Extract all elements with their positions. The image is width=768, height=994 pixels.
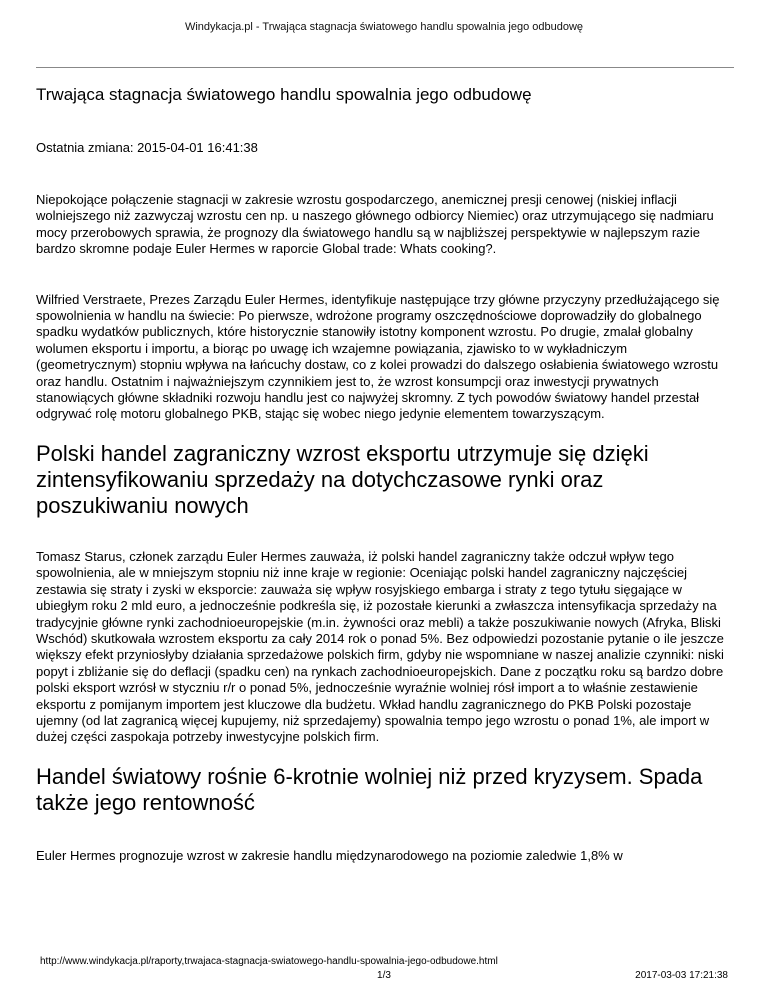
section-heading: Handel światowy rośnie 6-krotnie wolniej niż przed kryzysem. Spada także jego rentowność [36, 763, 703, 815]
article-title: Trwająca stagnacja światowego handlu spowalnia jego odbudowę [36, 85, 532, 104]
page-number: 1/3 [377, 970, 391, 981]
paragraph: Tomasz Starus, członek zarządu Euler Hermes zauważa, iż polski handel zagraniczny także odczuł wpływ tego spowolnienia, ale w mniejszym stopniu niż inne kraje w regionie: Oceniając polski handel zagraniczny najczęściej zestawia się straty i zyski w eksporcie: zauważa się wpływ rosyjskiego embarga i straty z tego tytułu sięgające w ubiegłym roku 2 mld euro, a jednocześnie podkreśla się, iż pozostałe kierunki a zwłaszcza intensyfikacja sprzedaży na tradycyjnie główne rynki zachodnioeuropejskie (m.in. żywności oraz mebli) a także poszukiwanie nowych (Afryka, Bliski Wschód) skutkowała wzrostem eksportu za cały 2014 rok o ponad 5%. Bez odpowiedzi pozostanie pytanie o ile jeszcze większy efekt przyniosłyby działania sprzedażowe polskich firm, gdyby nie wspomniane w naszej analizie czynniki: niski popyt i zbliżanie się do deflacji (spadku cen) na rynkach zachodnioeuropejskich. Dane z początku roku są bardzo dobre polski eksport wzrósł w styczniu r/r o ponad 5%, jednocześnie wyraźnie wolniej rósł import a to właśnie zestawienie eksportu z pomijanym importem jest kluczowe dla budżetu. Wkład handlu zagranicznego do PKB Polski pozostaje ujemny (od lat zagranicą więcej kupujemy, niż sprzedajemy) spowalnia tempo jego wzrostu o ponad 1%, ale import w dużej części zaspokaja potrzeby inwestycyjne polskich firm. [36, 548, 724, 745]
header-divider [36, 67, 734, 68]
paragraph: Wilfried Verstraete, Prezes Zarządu Euler Hermes, identyfikuje następujące trzy główne przyczyny przedłużającego się spowolnienia w handlu na świecie: Po pierwsze, wdrożone programy oszczędnościowe doprowadziły do globalnego spadku wydatków publicznych, które historycznie stanowiły istotny komponent wzrostu. Po drugie, zmalał globalny wolumen eksportu i importu, a biorąc po uwagę ich wzajemne powiązania, zjawisko to w wykładniczym (geometrycznym) stopniu wpływa na łańcuchy dostaw, co z kolei prowadzi do dalszego osłabienia światowego wzrostu oraz handlu. Ostatnim i najważniejszym czynnikiem jest to, że wzrost konsumpcji oraz inwestycji prywatnych stanowiących główne składniki rozwoju handlu jest co najwyżej skromny. Z tych powodów światowy handel przestał odgrywać rolę motoru globalnego PKB, stając się wobec niego jedynie elementem towarzyszącym. [36, 291, 720, 422]
running-header: Windykacja.pl - Trwająca stagnacja światowego handlu spowalnia jego odbudowę [184, 21, 584, 33]
print-date: 2017-03-03 17:21:38 [635, 970, 728, 981]
last-modified: Ostatnia zmiana: 2015-04-01 16:41:38 [36, 140, 258, 155]
article-body [36, 84, 728, 864]
footer-url: http://www.windykacja.pl/raporty,trwajaca-stagnacja-swiatowego-handlu-spowalnia-jego-odbudowe.html [40, 956, 498, 967]
paragraph: Niepokojące połączenie stagnacji w zakresie wzrostu gospodarczego, anemicznej presji cenowej (niskiej inflacji wolniejszego niż zazwyczaj wzrostu cen np. u naszego głównego odbiorcy Niemiec) oraz utrzymującego się nadmiaru mocy przerobowych sprawia, że prognozy dla światowego handlu są w najbliższej perspektywie w najlepszym razie bardzo skromne podaje Euler Hermes w raporcie Global trade: Whats cooking?. [36, 192, 714, 257]
section-heading: Polski handel zagraniczny wzrost eksportu utrzymuje się dzięki zintensyfikowaniu sprzedaży na dotychczasowe rynki oraz poszukiwaniu nowych [36, 440, 649, 518]
paragraph: Euler Hermes prognozuje wzrost w zakresie handlu międzynarodowego na poziomie zaledwie 1,8% w [36, 847, 623, 863]
